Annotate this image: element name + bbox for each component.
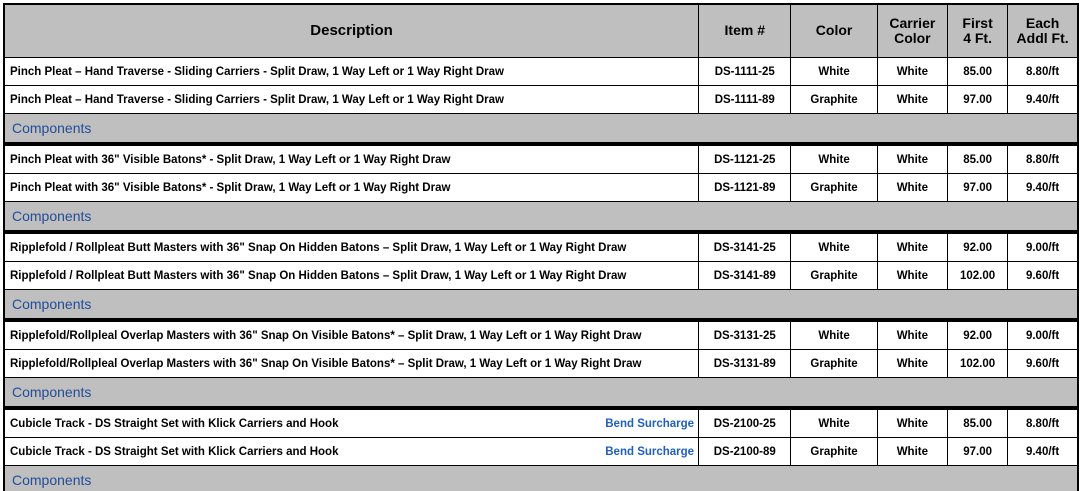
cell-first-4ft: 102.00 <box>947 262 1007 290</box>
cell-description <box>4 232 699 262</box>
description-text: Cubicle Track - DS Straight Set with Klick Carriers and Hook <box>10 445 339 458</box>
addl-ft-line2: Addl Ft. <box>1016 30 1069 46</box>
table-row <box>4 144 1078 174</box>
cell-color: White <box>791 58 877 86</box>
cell-color: Graphite <box>791 350 877 378</box>
cell-color: Graphite <box>791 174 877 202</box>
cell-carrier-color: White <box>877 174 947 202</box>
description-text: Ripplefold/Rollpleal Overlap Masters with 36" Snap On Visible Batons* – Split Draw, 1 Way Left or 1 Way Right Draw <box>10 329 642 342</box>
cell-carrier-color: White <box>877 438 947 466</box>
cell-carrier-color: White <box>877 58 947 86</box>
cell-description <box>4 320 699 350</box>
components-label[interactable]: Components <box>4 466 1078 491</box>
column-header-color: Color <box>791 4 877 58</box>
cell-each-addl-ft: 9.00/ft <box>1008 232 1078 262</box>
cell-carrier-color: White <box>877 144 947 174</box>
price-table <box>3 3 1079 491</box>
description-text: Ripplefold / Rollpleat Butt Masters with 36" Snap On Hidden Batons – Split Draw, 1 Way Left or 1 Way Right Draw <box>10 241 627 254</box>
cell-first-4ft: 97.00 <box>947 438 1007 466</box>
cell-item-number: DS-2100-25 <box>699 408 791 438</box>
cell-description <box>4 350 699 378</box>
cell-carrier-color: White <box>877 320 947 350</box>
cell-color: White <box>791 144 877 174</box>
cell-color: White <box>791 408 877 438</box>
cell-color: White <box>791 320 877 350</box>
cell-carrier-color: White <box>877 262 947 290</box>
table-header <box>4 4 1078 58</box>
column-header-item-number: Item # <box>699 4 791 58</box>
cell-each-addl-ft: 8.80/ft <box>1008 408 1078 438</box>
cell-item-number: DS-3141-89 <box>699 262 791 290</box>
column-header-first-4ft <box>947 4 1007 58</box>
description-text: Pinch Pleat – Hand Traverse - Sliding Carriers - Split Draw, 1 Way Left or 1 Way Right Draw <box>10 65 504 78</box>
cell-color: White <box>791 232 877 262</box>
carrier-color-line1: Carrier <box>889 14 936 31</box>
table-body <box>4 58 1078 491</box>
components-row[interactable] <box>4 114 1078 145</box>
table-row <box>4 408 1078 438</box>
table-row <box>4 86 1078 114</box>
components-row[interactable] <box>4 202 1078 233</box>
components-row[interactable] <box>4 466 1078 491</box>
cell-description <box>4 174 699 202</box>
cell-first-4ft: 85.00 <box>947 408 1007 438</box>
table-row <box>4 58 1078 86</box>
cell-carrier-color: White <box>877 232 947 262</box>
first-4ft-line1: First <box>962 14 993 31</box>
components-row[interactable] <box>4 378 1078 409</box>
cell-carrier-color: White <box>877 350 947 378</box>
table-row <box>4 174 1078 202</box>
cell-item-number: DS-3131-89 <box>699 350 791 378</box>
cell-description <box>4 438 699 466</box>
cell-item-number: DS-3141-25 <box>699 232 791 262</box>
cell-first-4ft: 97.00 <box>947 86 1007 114</box>
cell-color: Graphite <box>791 262 877 290</box>
bend-surcharge-link[interactable]: Bend Surcharge <box>605 445 695 458</box>
cell-item-number: DS-1121-89 <box>699 174 791 202</box>
cell-each-addl-ft: 9.40/ft <box>1008 86 1078 114</box>
cell-carrier-color: White <box>877 408 947 438</box>
table-row <box>4 232 1078 262</box>
components-label[interactable]: Components <box>4 378 1078 409</box>
description-text: Pinch Pleat with 36" Visible Batons* - Split Draw, 1 Way Left or 1 Way Right Draw <box>10 153 451 166</box>
components-row[interactable] <box>4 290 1078 321</box>
column-header-each-addl-ft <box>1008 4 1078 58</box>
components-label[interactable]: Components <box>4 202 1078 233</box>
description-text: Cubicle Track - DS Straight Set with Klick Carriers and Hook <box>10 417 339 430</box>
header-row <box>4 4 1078 58</box>
addl-ft-line1: Each <box>1025 14 1060 31</box>
table-row <box>4 350 1078 378</box>
table-row <box>4 262 1078 290</box>
cell-first-4ft: 92.00 <box>947 232 1007 262</box>
cell-each-addl-ft: 8.80/ft <box>1008 144 1078 174</box>
cell-each-addl-ft: 9.00/ft <box>1008 320 1078 350</box>
cell-carrier-color: White <box>877 86 947 114</box>
cell-first-4ft: 97.00 <box>947 174 1007 202</box>
cell-item-number: DS-1111-25 <box>699 58 791 86</box>
components-label[interactable]: Components <box>4 290 1078 321</box>
cell-each-addl-ft: 9.60/ft <box>1008 350 1078 378</box>
cell-first-4ft: 85.00 <box>947 58 1007 86</box>
cell-description <box>4 262 699 290</box>
column-header-description: Description <box>4 4 699 58</box>
first-4ft-line2: 4 Ft. <box>963 30 992 46</box>
cell-first-4ft: 102.00 <box>947 350 1007 378</box>
bend-surcharge-link[interactable]: Bend Surcharge <box>605 417 695 430</box>
cell-item-number: DS-1121-25 <box>699 144 791 174</box>
table-row <box>4 438 1078 466</box>
cell-description <box>4 58 699 86</box>
table-row <box>4 320 1078 350</box>
cell-item-number: DS-2100-89 <box>699 438 791 466</box>
cell-color: Graphite <box>791 438 877 466</box>
description-text: Ripplefold/Rollpleal Overlap Masters with 36" Snap On Visible Batons* – Split Draw, 1 Way Left or 1 Way Right Draw <box>10 357 642 370</box>
cell-each-addl-ft: 9.40/ft <box>1008 174 1078 202</box>
carrier-color-line2: Color <box>894 30 931 46</box>
cell-item-number: DS-1111-89 <box>699 86 791 114</box>
cell-first-4ft: 85.00 <box>947 144 1007 174</box>
components-label[interactable]: Components <box>4 114 1078 145</box>
cell-first-4ft: 92.00 <box>947 320 1007 350</box>
cell-each-addl-ft: 8.80/ft <box>1008 58 1078 86</box>
description-text: Ripplefold / Rollpleat Butt Masters with 36" Snap On Hidden Batons – Split Draw, 1 Way Left or 1 Way Right Draw <box>10 269 627 282</box>
cell-each-addl-ft: 9.60/ft <box>1008 262 1078 290</box>
cell-item-number: DS-3131-25 <box>699 320 791 350</box>
cell-color: Graphite <box>791 86 877 114</box>
description-text: Pinch Pleat with 36" Visible Batons* - Split Draw, 1 Way Left or 1 Way Right Draw <box>10 181 451 194</box>
cell-each-addl-ft: 9.40/ft <box>1008 438 1078 466</box>
cell-description <box>4 144 699 174</box>
description-text: Pinch Pleat – Hand Traverse - Sliding Carriers - Split Draw, 1 Way Left or 1 Way Right Draw <box>10 93 504 106</box>
cell-description <box>4 408 699 438</box>
cell-description <box>4 86 699 114</box>
column-header-carrier-color <box>877 4 947 58</box>
